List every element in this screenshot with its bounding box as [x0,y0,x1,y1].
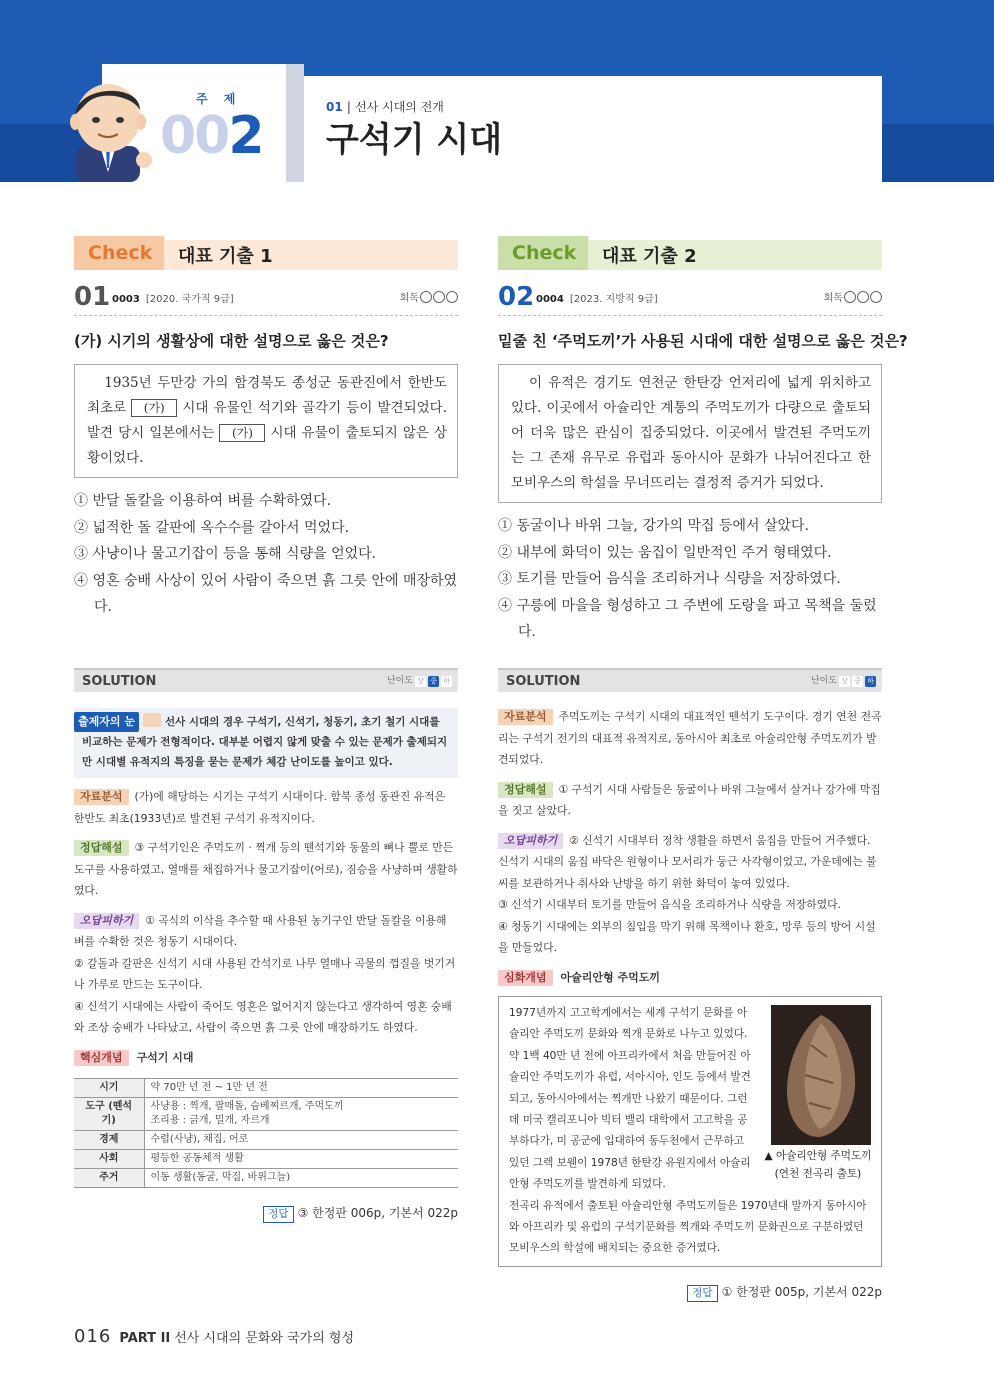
question-passage: 이 유적은 경기도 연천군 한탄강 언저리에 넓게 위치하고 있다. 이곳에서 아슐리안 계통의 주먹도끼가 다량으로 출토되어 더욱 많은 관심이 집중되었다. 이곳에서 발견된 주먹도끼는 그 존재 유무로 유럽과 동아시아 문화가 나뉘어진다고 한 모비우스의 학설을 무너뜨리는 결정적 증거가 되었다. [498,364,882,503]
read-circle-icon[interactable] [446,291,458,303]
question-number: 01 [74,282,111,312]
core-table [74,1078,458,1188]
option-4[interactable]: ④ 영혼 숭배 사상이 있어 사람이 죽으면 흙 그릇 안에 매장하였다. [74,572,458,615]
page-number: 016 [74,1326,112,1347]
question-meta [74,282,458,316]
option-3[interactable]: ③ 사냥이나 물고기잡이 등을 통해 식량을 얻었다. [74,546,377,562]
solution-label: SOLUTION [82,673,157,689]
question-1 [74,236,458,621]
read-circle-icon[interactable] [420,291,432,303]
solution-label: SOLUTION [506,673,581,689]
blank-box: (가) [219,424,265,442]
answer-explanation: 정답해설 ③ 구석기인은 주먹도끼 · 찍개 등의 뗀석기와 동물의 뼈나 뿔로 만든 도구를 사용하였고, 열매를 채집하거나 물고기잡이(어로), 짐승을 사냥하며 생활하였다. [74,841,458,897]
question-2 [498,236,908,646]
check-word: Check [74,236,164,270]
eye-tag: 출제자의 눈 [74,712,139,732]
option-3[interactable]: ③ 토기를 만들어 음식을 조리하거나 식량을 저장하였다. [498,571,841,587]
wrong-answers: 오답피하기 ② 신석기 시대부터 정착 생활을 하면서 움집을 만들어 거주했다. 신석기 시대의 움집 바닥은 원형이나 모서리가 둥근 사각형이었고, 가운데에는 불씨를 보관하거나 취사와 난방을 하기 위한 화덕이 놓여 있었다. ③ 신석기 시대부터 토기를 만들어 음식을 조리하거나 식량을 저장하였다. ④ 청동기 시대에는 외부의 침입을 막기 위해 목책이나 환호, 망루 등의 방어 시설을 만들었다. [498,833,877,954]
data-analysis: 자료분석 주먹도끼는 구석기 시대의 대표적인 뗀석기 도구이다. 경기 연천 전곡리는 구석기 전기의 대표적 유적지로, 동아시아 최초로 아슐리안형 주먹도끼가 발견되었다. [498,710,882,766]
difficulty: 난이도 상 중 하 [809,676,876,687]
check-title: 대표 기출 1 [164,240,458,270]
read-circle-icon[interactable] [870,291,882,303]
page-footer [74,1326,354,1347]
header-separator [286,64,304,182]
option-4[interactable]: ④ 구릉에 마을을 형성하고 그 주변에 도랑을 파고 목책을 둘렀다. [498,597,877,640]
teacher-mascot-icon [62,76,154,182]
wrong-answers: 오답피하기 ① 곡식의 이삭을 추수할 때 사용된 농기구인 반달 돌칼을 이용해 벼를 수확한 것은 청동기 시대이다. ② 갈돌과 갈판은 신석기 시대 사용된 간석기로 나무 열매나 곡물의 껍질을 벗기거나 가루로 만드는 도구이다. ④ 신석기 시대에는 사람이 죽어도 영혼은 없어지지 않는다고 생각하여 영혼 숭배와 조상 숭배가 나타났고, 사람이 죽으면 흙 그릇 안에 매장하기도 하였다. [74,913,456,1034]
question-info: 0004 [2023. 지방직 9급] [536,294,658,305]
question-number: 02 [498,282,535,312]
data-analysis: 자료분석 (가)에 해당하는 시기는 구석기 시대이다. 함북 종성 동관진 유적은 한반도 최초(1933년)로 발견된 구석기 유적지이다. [74,790,446,825]
question-passage: 1935년 두만강 가의 함경북도 종성군 동관진에서 한반도 최초로 (가) 시대 유물인 석기와 골각기 등이 발견되었다. 발견 당시 일본에서는 (가) 시대 유물이 출토되지 않은 상황이었다. [74,364,458,478]
solution-bar [74,668,458,692]
table-row: 시기 약 70만 년 전 ~ 1만 년 전 [74,1079,458,1098]
hand-axe-photo [771,1005,871,1145]
question-text: (가) 시기의 생활상에 대한 설명으로 옳은 것은? [74,332,389,350]
read-circle-icon[interactable] [433,291,445,303]
part-title: 선사 시대의 문화와 국가의 형성 [174,1331,355,1346]
deep-text-2: 전곡리 유적에서 출토된 아슐리안형 주먹도끼들은 1970년대 말까지 동아시아와 아프리카 및 유럽의 구석기문화를 찍개와 주먹도끼 문화권으로 구분하였던 모비우스의 학설에 배치되는 중요한 증거였다. [509,1199,867,1255]
read-count: 회독 [400,289,458,304]
question-info: 0003 [2020. 국가직 9급] [112,294,234,305]
option-1[interactable]: ① 동굴이나 바위 그늘, 강가의 막집 등에서 살았다. [498,518,810,534]
answer-ref: 정답 ① 한정판 005p, 기본서 022p [498,1283,882,1302]
question-meta [498,282,882,316]
section-label: 01 | 선사 시대의 전개 [326,100,444,114]
blank-box: (가) [131,399,177,417]
solution-1 [74,668,458,1223]
deep-text-1: 1977년까지 고고학계에서는 세계 구석기 문화를 아슐리안 주먹도끼 문화와 찍개 문화로 나누고 있었다. 약 1백 40만 년 전에 아프리카에서 처음 만들어진 아슐리안 주먹도끼가 유럽, 서아시아, 인도 등에서 발견되고, 동아시아에서는 찍개만 나왔기 때문이다. 그런데 미국 캘리포니아 빅터 밸리 대학에서 고고학을 공부하다가, 미 공군에 입대하여 동두천에서 근무하고 있던 그렉 보웬이 1978년 한탄강 유원지에서 아슐리안형 주먹도끼를 발견하게 되었다. [509,1007,751,1191]
table-row: 경제 수렵(사냥), 채집, 어로 [74,1131,458,1150]
option-2[interactable]: ② 내부에 화덕이 있는 움집이 일반적인 주거 형태였다. [498,544,832,561]
page-title: 구석기 시대 [326,120,503,160]
core-concept: 핵심개념 구석기 시대 [74,1047,458,1069]
answer-explanation: 정답해설 ① 구석기 시대 사람들은 동굴이나 바위 그늘에서 살거나 강가에 막집을 짓고 살았다. [498,782,881,817]
read-circle-icon[interactable] [844,291,856,303]
check-header [74,236,458,270]
difficulty: 난이도 상 중 하 [385,676,452,687]
answer-options [74,488,458,621]
answer-options [498,513,882,646]
read-count: 회독 [824,289,882,304]
check-title: 대표 기출 2 [588,240,882,270]
topic-number: 002 [160,106,263,166]
table-row: 도구 (뗀석기) 사냥용 : 찍개, 팔매돌, 슴베찌르개, 주먹도끼 조리용 : 긁개, 밀개, 자르개 [74,1098,458,1131]
option-1[interactable]: ① 반달 돌칼을 이용하여 벼를 수확하였다. [74,493,332,509]
topic-label: 주 제 [196,92,242,106]
table-row: 주거 이동 생활(동굴, 막집, 바위그늘) [74,1169,458,1188]
examiner-eye-box: 출제자의 눈 선사 시대의 경우 구석기, 신석기, 청동기, 초기 철기 시대를 비교하는 문제가 전형적이다. 대부분 어렵지 않게 맞출 수 있는 문제가 출제되지만 시대별 유적지의 특징을 묻는 문제가 체감 난이도를 높이고 있다. [74,708,458,778]
solution-bar [498,668,882,692]
solution-2 [498,668,882,1302]
question-text: 밑줄 친 ‘주먹도끼’가 사용된 시대에 대한 설명으로 옳은 것은? [498,332,908,350]
option-2[interactable]: ② 넓적한 돌 갈판에 옥수수를 갈아서 먹었다. [74,519,350,536]
answer-ref: 정답 ③ 한정판 006p, 기본서 022p [74,1204,458,1223]
check-header [498,236,882,270]
read-circle-icon[interactable] [857,291,869,303]
deep-concept-box [498,996,882,1267]
photo-caption: ▲ 아슐리안형 주먹도끼 (연천 전곡리 출토) [764,1150,872,1180]
check-word: Check [498,236,588,270]
part-label: PART II [119,1331,171,1346]
deep-concept: 심화개념 아슐리안형 주먹도끼 [498,967,882,989]
pencil-icon [143,713,161,727]
table-row: 사회 평등한 공동체적 생활 [74,1150,458,1169]
